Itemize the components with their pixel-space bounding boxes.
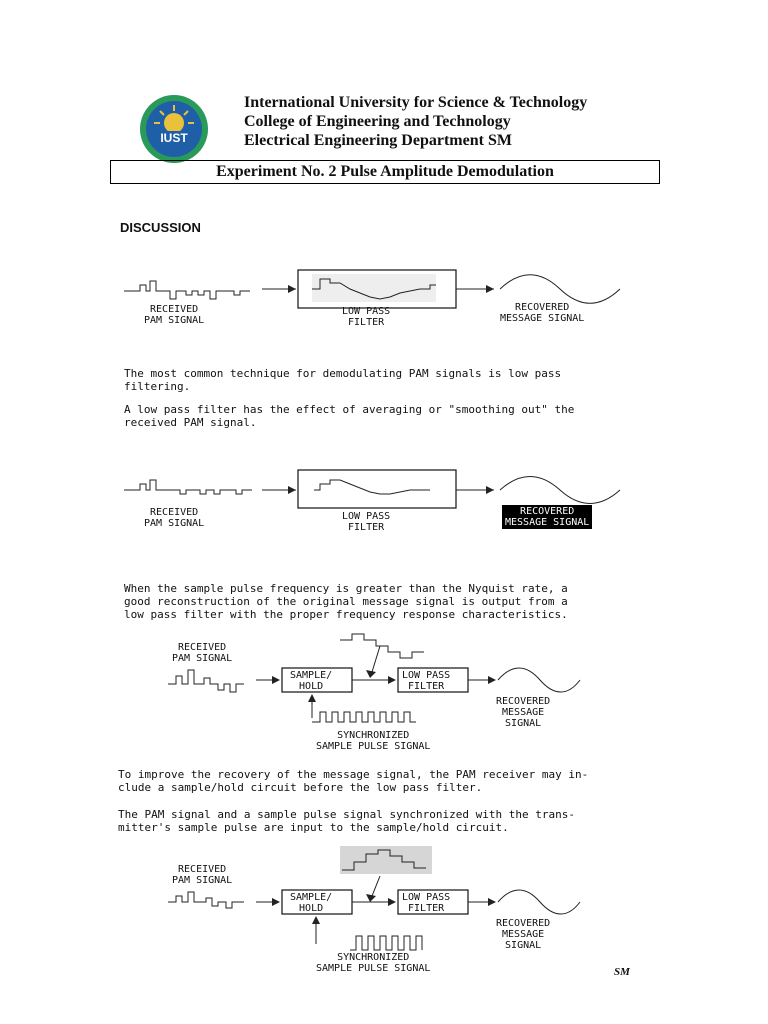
- diagram3-input-label: RECEIVED PAM SIGNAL: [172, 642, 233, 664]
- diagram2-output-label: RECOVERED MESSAGE SIGNAL: [502, 505, 592, 529]
- diagram1-input-label: RECEIVED PAM SIGNAL: [144, 304, 205, 326]
- diagram3-lpf-label: LOW PASS FILTER: [402, 670, 451, 692]
- diagram1-output-label: RECOVERED MESSAGE SIGNAL: [500, 302, 585, 324]
- diagram3-sync-label: SYNCHRONIZED SAMPLE PULSE SIGNAL: [316, 730, 431, 752]
- diagram4-sample-hold-label: SAMPLE/ HOLD: [290, 892, 333, 914]
- diagram3-sample-hold-label: SAMPLE/ HOLD: [290, 670, 333, 692]
- diagram4-lpf-label: LOW PASS FILTER: [402, 892, 451, 914]
- paragraph-1: The most common technique for demodulating PAM signals is low pass filtering.: [124, 367, 562, 393]
- iust-logo: [138, 93, 210, 165]
- header-line-2: College of Engineering and Technology: [244, 113, 511, 130]
- paragraph-5: The PAM signal and a sample pulse signal synchronized with the trans- mitter's sample pulse are input to the sample/hold circuit.: [118, 808, 575, 834]
- section-heading: DISCUSSION: [120, 220, 201, 235]
- paragraph-3: When the sample pulse frequency is greater than the Nyquist rate, a good reconstruction of the original message signal is output from a low pass filter with the proper frequency response characteristics.: [124, 582, 568, 621]
- diagram1-block-label: LOW PASS FILTER: [342, 306, 391, 328]
- diagram3-output-label: RECOVERED MESSAGE SIGNAL: [496, 696, 551, 729]
- diagram4-output-label: RECOVERED MESSAGE SIGNAL: [496, 918, 551, 951]
- logo-text: IUST: [160, 131, 188, 145]
- diagram2-block-label: LOW PASS FILTER: [342, 511, 391, 533]
- footer-initials: SM: [614, 966, 630, 978]
- header-line-1: International University for Science & Technology: [244, 94, 588, 111]
- header-line-3: Electrical Engineering Department SM: [244, 132, 512, 149]
- diagram4-sync-label: SYNCHRONIZED SAMPLE PULSE SIGNAL: [316, 952, 431, 974]
- logo-emblem-icon: [138, 93, 210, 165]
- experiment-title: Experiment No. 2 Pulse Amplitude Demodulation: [110, 160, 660, 184]
- diagram4-input-label: RECEIVED PAM SIGNAL: [172, 864, 233, 886]
- paragraph-2: A low pass filter has the effect of averaging or "smoothing out" the received PAM signal.: [124, 403, 575, 429]
- paragraph-4: To improve the recovery of the message signal, the PAM receiver may in- clude a sample/hold circuit before the low pass filter.: [118, 768, 589, 794]
- diagram2-input-label: RECEIVED PAM SIGNAL: [144, 507, 205, 529]
